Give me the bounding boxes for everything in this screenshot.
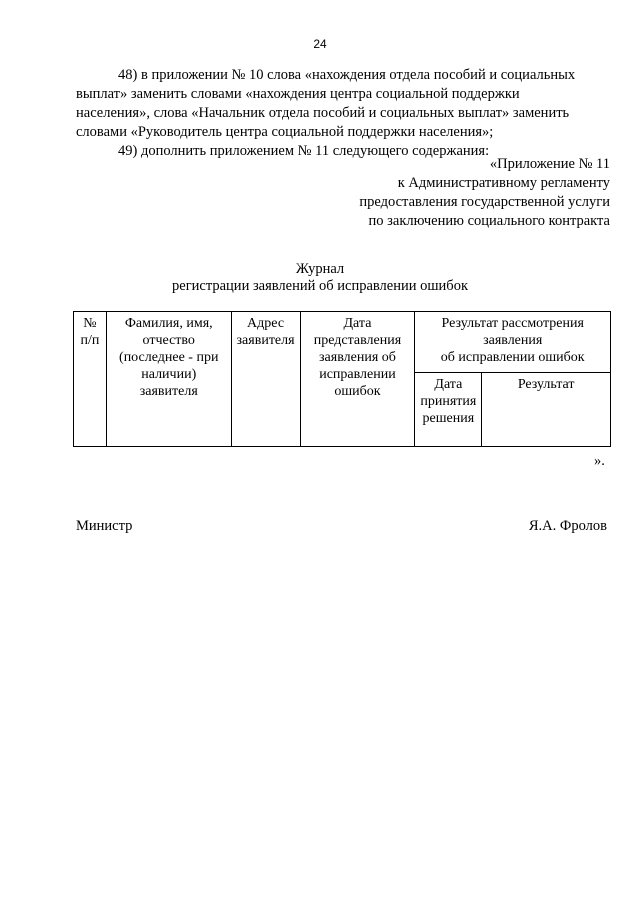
item-48-line-1 xyxy=(76,66,610,85)
header-line: решения xyxy=(422,411,475,426)
word: «нахождения xyxy=(245,86,327,102)
word: и xyxy=(368,105,377,121)
header-line: № xyxy=(83,316,97,331)
column-header-number xyxy=(74,312,107,447)
item-48-paragraph xyxy=(76,66,610,161)
header-line: отчество xyxy=(142,333,195,348)
word: 48) в xyxy=(118,67,148,83)
word: пособий xyxy=(313,105,366,121)
header-line: исправлении xyxy=(319,367,396,382)
appendix-header-line: по заключению социального контракта xyxy=(368,213,610,229)
word: заменить xyxy=(130,86,188,102)
word: слова xyxy=(153,105,188,121)
header-line: заявления xyxy=(483,333,543,348)
header-line: Дата xyxy=(434,377,463,392)
header-line: об исправлении ошибок xyxy=(440,350,585,365)
word: заменить xyxy=(512,105,570,121)
appendix-header xyxy=(359,155,610,231)
signatory-name: Я.А. Фролов xyxy=(528,518,607,534)
word: населения», xyxy=(76,105,150,121)
column-header-result xyxy=(482,373,611,447)
header-line: заявителя xyxy=(236,333,295,348)
header-line: Результат xyxy=(517,377,575,392)
header-line: ошибок xyxy=(334,384,381,399)
header-line: Дата xyxy=(343,316,372,331)
word: отдела xyxy=(389,67,431,83)
page-number: 24 xyxy=(313,37,327,51)
word: слова xyxy=(267,67,302,83)
journal-title: Журнал xyxy=(295,261,345,277)
word: социальной xyxy=(375,86,449,102)
column-header-review-result-group xyxy=(415,312,611,373)
word: словами xyxy=(190,86,242,102)
appendix-header-line: предоставления государственной услуги xyxy=(359,194,610,210)
closing-quote: ». xyxy=(594,453,605,469)
journal-subtitle: регистрации заявлений об исправлении ошибок xyxy=(172,278,468,294)
item-48-line-2 xyxy=(76,85,610,104)
word: № 10 xyxy=(231,67,264,83)
word: отдела xyxy=(268,105,310,121)
appendix-header-line: «Приложение № 11 xyxy=(489,156,610,172)
word: центра xyxy=(330,86,373,102)
item-48-line-3 xyxy=(76,104,610,123)
word: «нахождения xyxy=(304,67,386,83)
header-line: Результат рассмотрения xyxy=(441,316,584,331)
word: приложении xyxy=(151,67,228,83)
item-49-text: 49) дополнить приложением № 11 следующего содержания: xyxy=(118,143,490,159)
word: «Начальник xyxy=(191,105,266,121)
word: социальных xyxy=(500,67,576,83)
header-line: наличии) xyxy=(141,367,197,382)
word: социальных xyxy=(380,105,455,121)
column-header-submission-date xyxy=(300,312,415,447)
word: выплат» xyxy=(76,86,128,102)
header-line: принятия xyxy=(420,394,477,409)
journal-table xyxy=(73,311,611,447)
header-line: заявителя xyxy=(139,384,198,399)
header-line: Адрес xyxy=(247,316,285,331)
header-line: (последнее - при xyxy=(119,350,219,365)
header-line: представления xyxy=(313,333,402,348)
header-line: Фамилия, имя, xyxy=(124,316,213,331)
item-48-line-4: словами «Руководитель центра социальной поддержки населения»; xyxy=(76,124,494,140)
word: и xyxy=(489,67,498,83)
header-line: заявления об xyxy=(319,350,396,365)
column-header-address xyxy=(231,312,300,447)
header-line: п/п xyxy=(80,333,100,348)
column-header-decision-date xyxy=(415,373,482,447)
word: поддержки xyxy=(451,86,520,102)
word: пособий xyxy=(433,67,486,83)
signatory-position: Министр xyxy=(76,518,133,534)
column-header-applicant-name xyxy=(106,312,231,447)
word: выплат» xyxy=(458,105,510,121)
appendix-header-line: к Административному регламенту xyxy=(397,175,610,191)
